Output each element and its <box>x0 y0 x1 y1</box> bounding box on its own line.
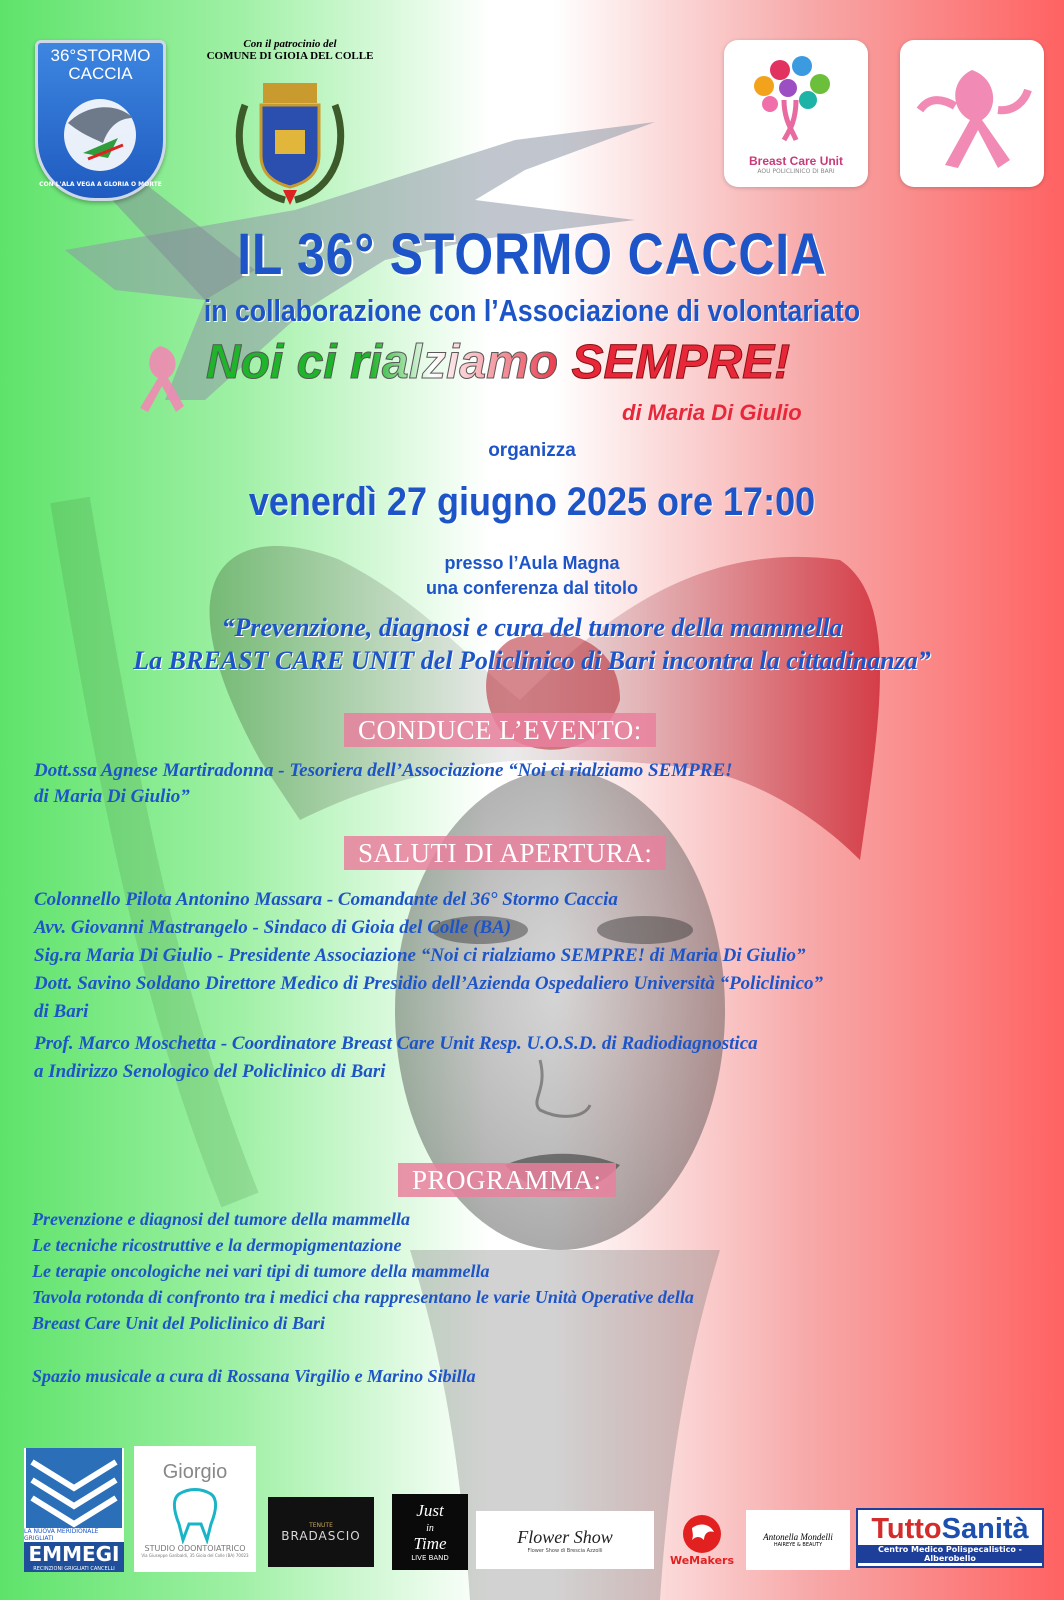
pink-ribbon-icon <box>900 40 1044 187</box>
tutto-sanita-subtitle: Centro Medico Polispecalistico - Alberobello <box>858 1545 1042 1563</box>
saluti-line: Dott. Savino Soldano Direttore Medico di Presidio dell’Azienda Ospedaliero Università “Policlinico” <box>34 973 824 994</box>
association-ribbon-icon <box>128 338 198 418</box>
programma-line: Prevenzione e diagnosi del tumore della mammella <box>32 1209 410 1229</box>
giorgio-address: Via Giuseppe Garibaldi, 35 Gioia del Colle (BA) 70023 <box>141 1552 249 1558</box>
patrocinio-line2: COMUNE DI GIOIA DEL COLLE <box>206 50 374 62</box>
tutto-word: Tutto <box>871 1513 942 1545</box>
association-name-sempre: SEMPRE! <box>571 336 791 389</box>
organizza-label: organizza <box>488 440 576 461</box>
jit-word3: Time <box>413 1533 447 1553</box>
bcu-subtitle: AOU POLICLINICO DI BARI <box>757 168 835 175</box>
sanita-word: Sanità <box>941 1513 1029 1545</box>
bradascio-top-text: TENUTE <box>309 1521 333 1529</box>
flowershow-name: Flower Show <box>517 1526 613 1547</box>
patrocinio-line1: Con il patrocinio del <box>243 38 337 50</box>
association-name-part1: Noi ci rialziamo <box>206 336 572 389</box>
patrocinio-label <box>180 38 400 62</box>
conduce-heading: CONDUCE L’EVENTO: <box>344 713 656 747</box>
wemakers-name: WeMakers <box>669 1553 735 1567</box>
tree-ribbon-icon <box>724 40 868 150</box>
programma-line: Tavola rotonda di confronto tra i medici cha rappresentano le varie Unità Operative della <box>32 1287 694 1307</box>
saluti-line: Sig.ra Maria Di Giulio - Presidente Associazione “Noi ci rialziamo SEMPRE! di Maria Di Giulio” <box>34 945 806 966</box>
saluti-heading: SALUTI DI APERTURA: <box>344 836 666 870</box>
collaboration-line: in collaborazione con l’Associazione di volontariato <box>203 293 861 328</box>
jit-word1: Just <box>416 1500 444 1520</box>
sponsor-tutto-sanita <box>856 1508 1044 1568</box>
wemakers-logo-icon <box>682 1514 722 1554</box>
pink-ribbon-logo <box>900 40 1044 187</box>
comune-coat-of-arms-icon <box>225 75 355 210</box>
sponsor-just-in-time <box>392 1494 468 1570</box>
bcu-title: Breast Care Unit <box>748 154 844 168</box>
antonella-name: Antonella Mondelli <box>763 1532 833 1542</box>
programma-line: Le tecniche ricostruttive e la dermopigmentazione <box>32 1235 402 1255</box>
conference-title-line2: La BREAST CARE UNIT del Policlinico di Bari incontra la cittadinanza” <box>133 646 931 675</box>
stormo-badge <box>35 40 166 201</box>
flowershow-subtitle: Flower Show di Brescia Azzolli <box>527 1547 603 1554</box>
breast-care-unit-logo <box>724 40 868 187</box>
giorgio-name: Giorgio <box>162 1460 228 1483</box>
association-founder: di Maria Di Giulio <box>622 400 802 425</box>
eagle-icon <box>38 83 163 183</box>
conference-intro: una conferenza dal titolo <box>425 578 639 598</box>
conduce-line: Dott.ssa Agnese Martiradonna - Tesoriera dell’Associazione “Noi ci rialziamo SEMPRE! <box>34 760 733 781</box>
emmegi-name: EMMEGI <box>24 1542 124 1566</box>
programma-line: Breast Care Unit del Policlinico di Bari <box>32 1313 326 1333</box>
bradascio-name: BRADASCIO <box>281 1528 361 1543</box>
tutto-sanita-logo <box>871 1513 1028 1545</box>
saluti-line: Prof. Marco Moschetta - Coordinatore Breast Care Unit Resp. U.O.S.D. di Radiodiagnostica <box>34 1033 758 1054</box>
sponsor-antonella-mondelli <box>746 1510 850 1570</box>
sponsor-flower-show <box>476 1511 654 1569</box>
saluti-line: di Bari <box>34 1001 89 1022</box>
saluti-line: Avv. Giovanni Mastrangelo - Sindaco di Gioia del Colle (BA) <box>34 917 512 938</box>
sponsor-emmegi <box>24 1448 124 1572</box>
jit-word2: in <box>426 1522 434 1534</box>
saluti-line: Colonnello Pilota Antonino Massara - Comandante del 36° Stormo Caccia <box>34 889 618 910</box>
emmegi-bottom-text: RECINZIONI GRIGLIATI CANCELLI <box>24 1566 124 1572</box>
programma-line: Le terapie oncologiche nei vari tipi di tumore della mammella <box>32 1261 490 1281</box>
emmegi-logo-icon <box>26 1448 122 1528</box>
sponsor-wemakers <box>662 1510 742 1570</box>
saluti-line: a Indirizzo Senologico del Policlinico di Bari <box>34 1061 386 1082</box>
tooth-icon <box>165 1484 225 1544</box>
conduce-line: di Maria Di Giulio” <box>34 786 190 807</box>
antonella-subtitle: HAIREYE & BEAUTY <box>773 1542 823 1548</box>
event-date: venerdì 27 giugno 2025 ore 17:00 <box>248 480 816 524</box>
stormo-badge-motto: CON L'ALA VEGA A GLORIA O MORTE <box>39 181 162 188</box>
emmegi-top-text: LA NUOVA MERIDIONALE GRIGLIATI <box>24 1528 99 1542</box>
venue-line: presso l’Aula Magna <box>444 553 620 573</box>
just-in-time-logo <box>413 1500 447 1553</box>
main-title: IL 36° STORMO CACCIA <box>237 222 827 287</box>
conference-title-line1: “Prevenzione, diagnosi e cura del tumore della mammella <box>221 613 843 642</box>
jit-subtitle: LIVE BAND <box>411 1553 449 1562</box>
stormo-badge-title: 36°STORMO <box>50 46 151 65</box>
programma-heading: PROGRAMMA: <box>398 1163 616 1197</box>
association-name <box>206 334 790 392</box>
sponsor-bradascio <box>268 1497 374 1567</box>
sponsor-giorgio <box>134 1446 256 1572</box>
giorgio-subtitle: STUDIO ODONTOIATRICO <box>144 1543 246 1553</box>
music-line: Spazio musicale a cura di Rossana Virgilio e Marino Sibilla <box>32 1366 476 1386</box>
stormo-badge-subtitle: CACCIA <box>68 64 133 83</box>
